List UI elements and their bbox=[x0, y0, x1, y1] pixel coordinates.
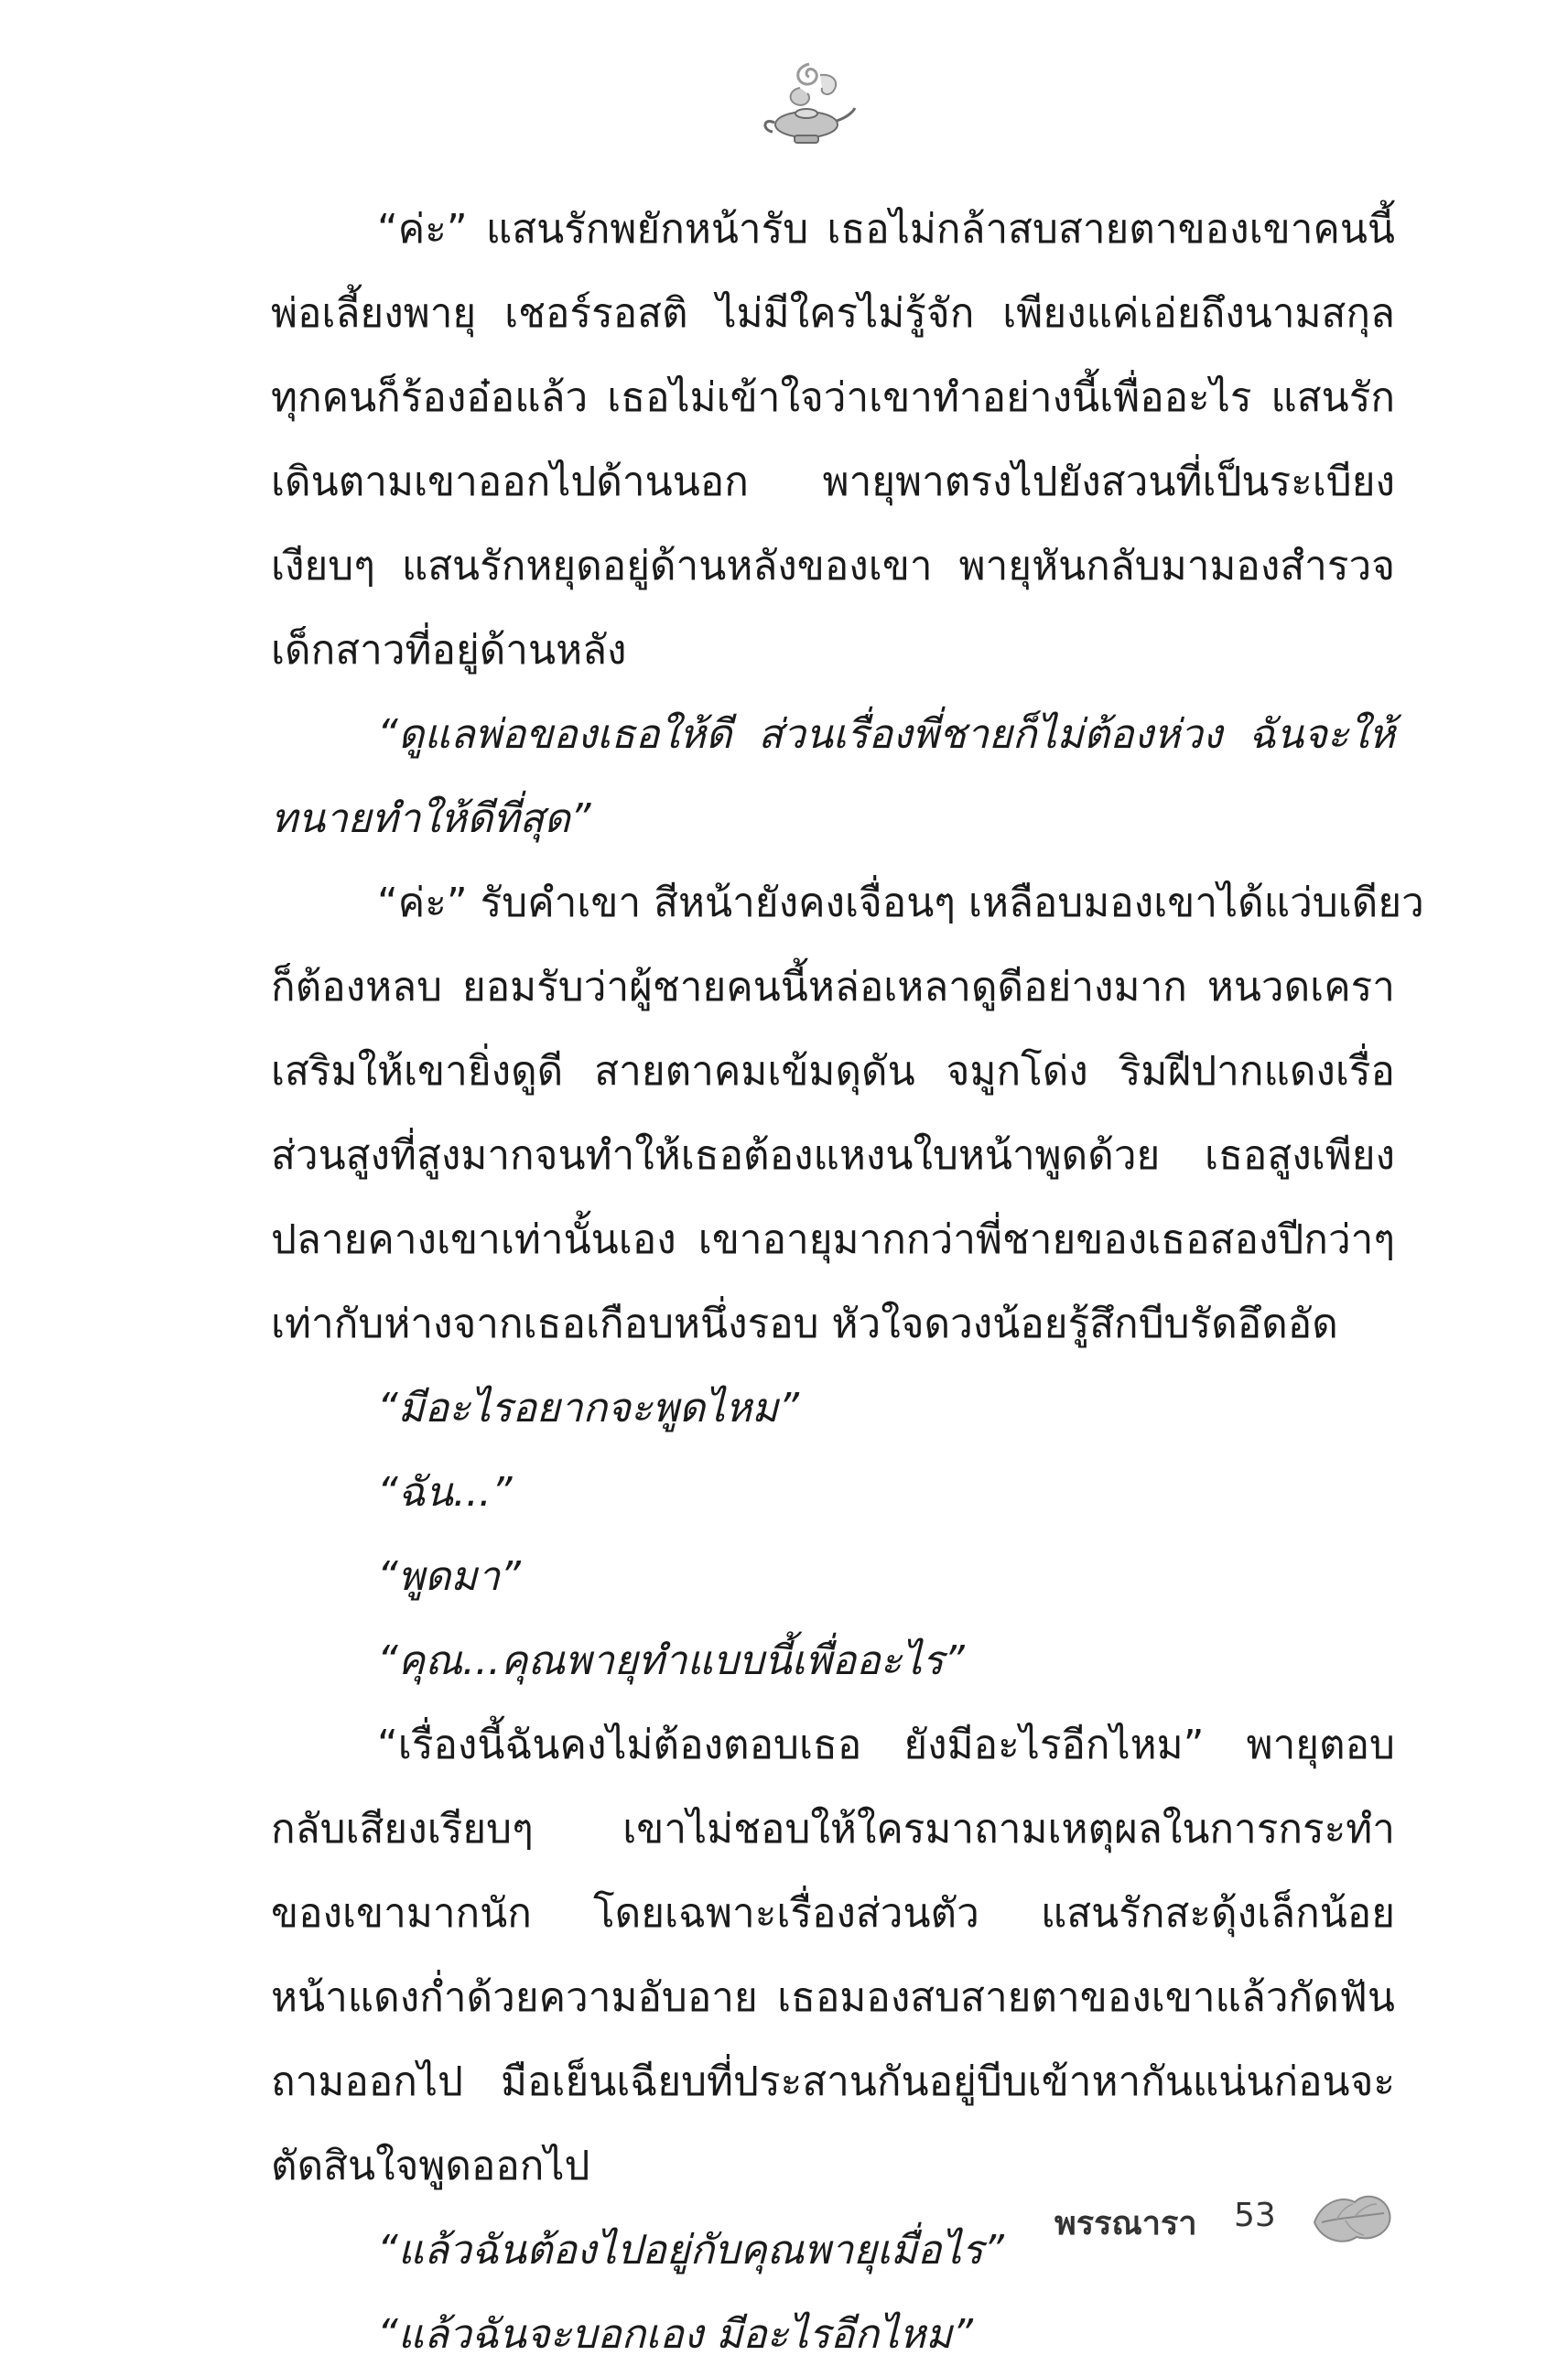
text-line: หน้าแดงก่ำด้วยความอับอาย เธอมองสบสายตาของเขาแล้วกัดฟัน bbox=[271, 1974, 1395, 2021]
dialogue-line: “คุณ...คุณพายุทำแบบนี้เพื่ออะไร” bbox=[377, 1637, 965, 1684]
text-line: พ่อเลี้ยงพายุ เชอร์รอสติ ไม่มีใครไม่รู้จัก เพียงแค่เอ่ยถึงนามสกุล bbox=[271, 290, 1395, 337]
book-title: พรรณารา bbox=[1054, 2205, 1197, 2242]
text-line: ก็ต้องหลบ ยอมรับว่าผู้ชายคนนี้หล่อเหลาดูดีอย่างมาก หนวดเครา bbox=[271, 964, 1395, 1010]
page-footer bbox=[1007, 2186, 1391, 2259]
text-line: ตัดสินใจพูดออกไป bbox=[271, 2143, 590, 2189]
text-line: ทุกคนก็ร้องอ๋อแล้ว เธอไม่เข้าใจว่าเขาทำอย่างนี้เพื่ออะไร แสนรัก bbox=[271, 374, 1395, 421]
dialogue-line: “มีอะไรอยากจะพูดไหม” bbox=[377, 1385, 800, 1432]
text-line: “ค่ะ” แสนรักพยักหน้ารับ เธอไม่กล้าสบสายตาของเขาคนนี้ bbox=[377, 206, 1395, 253]
dialogue-line: ทนายทำให้ดีที่สุด” bbox=[271, 795, 591, 842]
dialogue-line: “แล้วฉันต้องไปอยู่กับคุณพายุเมื่อไร” bbox=[377, 2227, 1004, 2274]
body-text bbox=[271, 188, 1424, 2377]
dialogue-line: “แล้วฉันจะบอกเอง มีอะไรอีกไหม” bbox=[377, 2311, 974, 2358]
text-line: ถามออกไป มือเย็นเฉียบที่ประสานกันอยู่บีบเข้าหากันแน่นก่อนจะ bbox=[271, 2058, 1395, 2105]
text-line: ปลายคางเขาเท่านั้นเอง เขาอายุมากกว่าพี่ชายของเธอสองปีกว่าๆ bbox=[271, 1216, 1395, 1263]
dialogue-line: “พูดมา” bbox=[377, 1553, 521, 1600]
text-line: เด็กสาวที่อยู่ด้านหลัง bbox=[271, 627, 627, 674]
text-line: กลับเสียงเรียบๆ เขาไม่ชอบให้ใครมาถามเหตุผลในการกระทำ bbox=[271, 1806, 1395, 1853]
text-line: เดินตามเขาออกไปด้านนอก พายุพาตรงไปยังสวนที่เป็นระเบียง bbox=[271, 459, 1395, 505]
dialogue-line: “ฉัน...” bbox=[377, 1469, 513, 1516]
genie-lamp-icon bbox=[756, 57, 857, 157]
text-line: เงียบๆ แสนรักหยุดอยู่ด้านหลังของเขา พายุหันกลับมามองสำรวจ bbox=[271, 543, 1395, 589]
text-line: ส่วนสูงที่สูงมากจนทำให้เธอต้องแหงนใบหน้าพูดด้วย เธอสูงเพียง bbox=[271, 1132, 1395, 1179]
page-number: 53 bbox=[1234, 2197, 1276, 2234]
text-line: ของเขามากนัก โดยเฉพาะเรื่องส่วนตัว แสนรักสะดุ้งเล็กน้อย bbox=[271, 1890, 1395, 1937]
text-line: เสริมให้เขายิ่งดูดี สายตาคมเข้มดุดัน จมูกโด่ง ริมฝีปากแดงเรื่อ bbox=[271, 1048, 1395, 1095]
dialogue-line: “ดูแลพ่อของเธอให้ดี ส่วนเรื่องพี่ชายก็ไม่ต้องห่วง ฉันจะให้ bbox=[377, 711, 1395, 758]
text-line: “ค่ะ” รับคำเขา สีหน้ายังคงเจื่อนๆ เหลือบมองเขาได้แว่บเดียว bbox=[377, 880, 1424, 926]
text-line: เท่ากับห่างจากเธอเกือบหนึ่งรอบ หัวใจดวงน้อยรู้สึกบีบรัดอึดอัด bbox=[271, 1301, 1338, 1347]
dialogue-line: “เรื่องนี้ฉันคงไม่ต้องตอบเธอ ยังมีอะไรอีกไหม” พายุตอบ bbox=[377, 1722, 1395, 1768]
leaf-ornament-icon bbox=[1309, 2186, 1393, 2250]
